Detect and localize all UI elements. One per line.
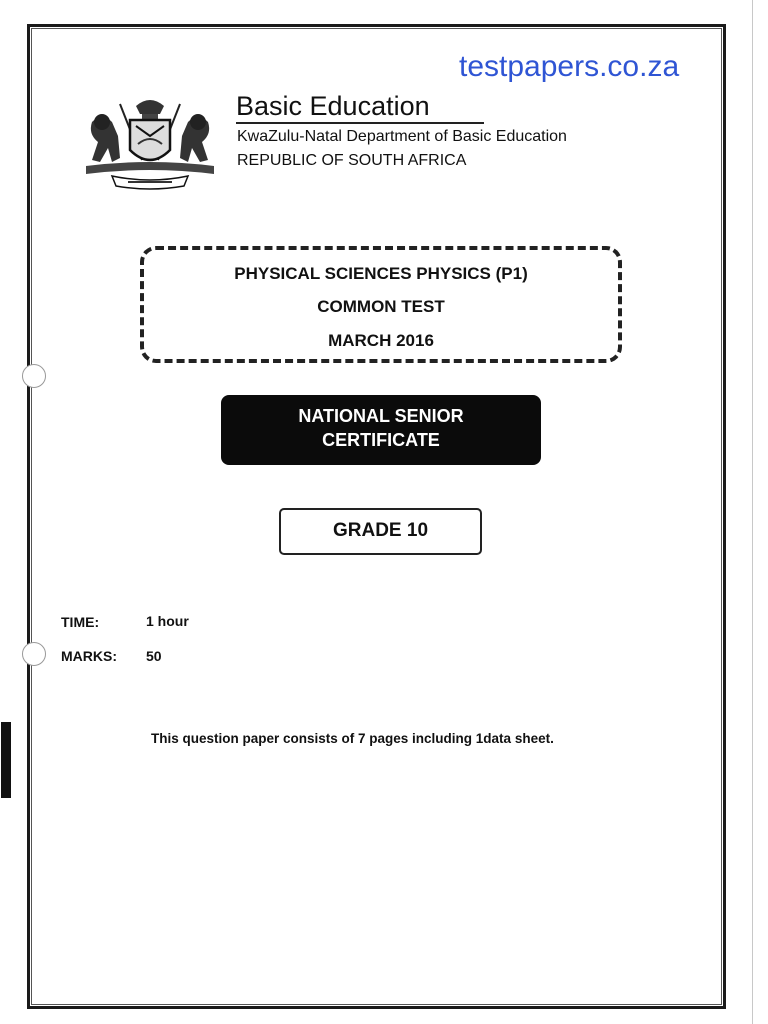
scan-edge-line bbox=[752, 0, 753, 1024]
binder-hole bbox=[22, 642, 46, 666]
side-stamp bbox=[1, 722, 11, 798]
test-date: MARCH 2016 bbox=[328, 331, 434, 350]
grade-label: GRADE 10 bbox=[332, 520, 429, 541]
marks-label: MARKS: bbox=[61, 648, 117, 664]
test-type: COMMON TEST bbox=[317, 297, 445, 316]
marks-value: 50 bbox=[146, 648, 162, 664]
time-value: 1 hour bbox=[146, 613, 189, 629]
certificate-line-1: NATIONAL SENIOR bbox=[298, 406, 464, 426]
page-count-note: This question paper consists of 7 pages including 1data sheet. bbox=[151, 731, 554, 746]
certificate-line-2: CERTIFICATE bbox=[322, 430, 440, 450]
department-title: Basic Education bbox=[236, 91, 430, 121]
binder-hole bbox=[22, 364, 46, 388]
subject-title: PHYSICAL SCIENCES PHYSICS (P1) bbox=[234, 264, 528, 283]
country-name: REPUBLIC OF SOUTH AFRICA bbox=[237, 152, 467, 169]
watermark-link[interactable]: testpapers.co.za bbox=[459, 50, 680, 83]
coat-of-arms-icon bbox=[80, 92, 220, 192]
title-underline bbox=[236, 122, 484, 124]
department-name: KwaZulu-Natal Department of Basic Education bbox=[237, 128, 567, 145]
time-label: TIME: bbox=[61, 614, 100, 630]
